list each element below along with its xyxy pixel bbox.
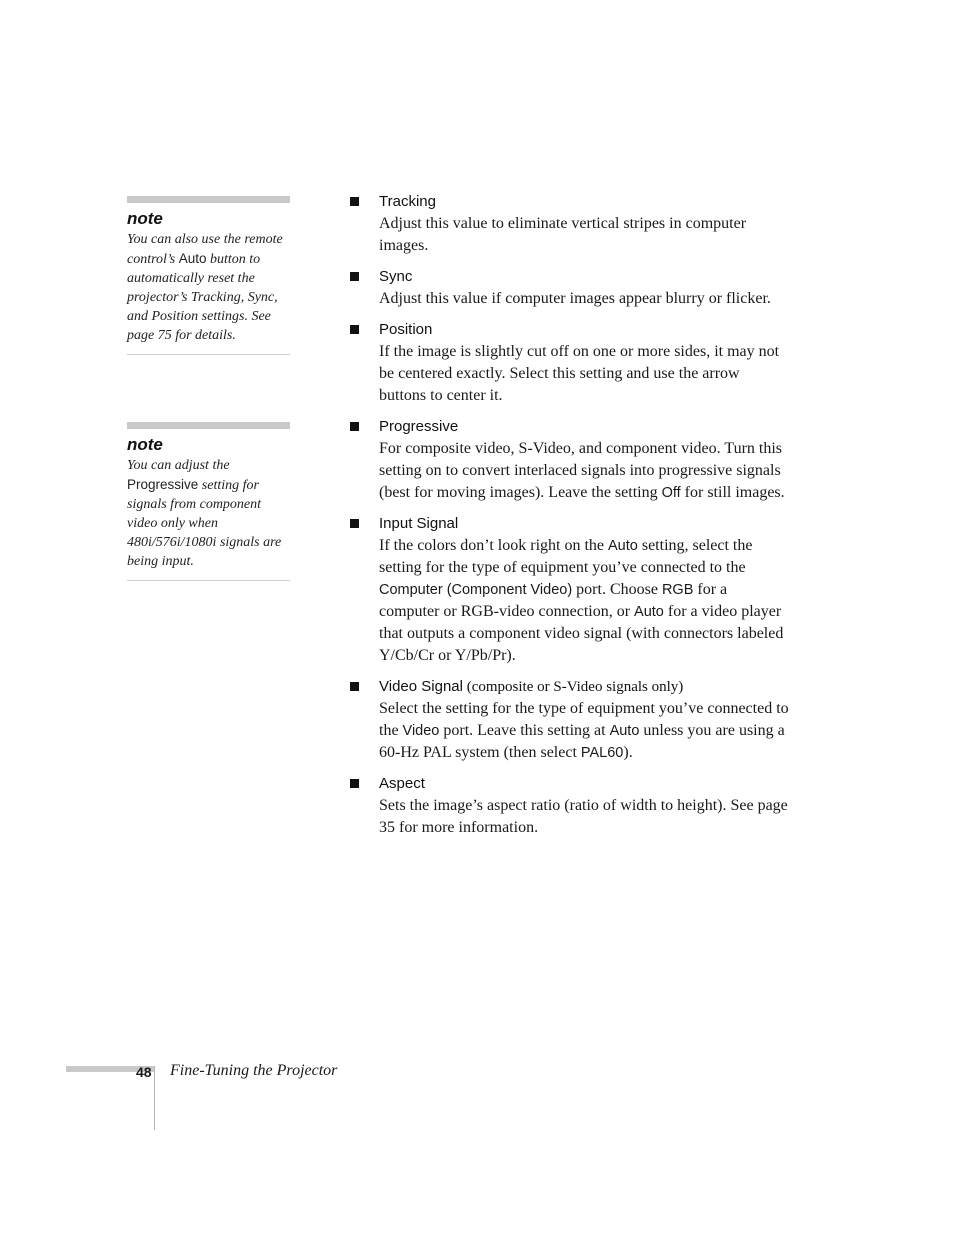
- text-run: for still images.: [680, 484, 785, 501]
- ui-term: Auto: [609, 723, 640, 739]
- square-bullet-icon: [350, 272, 359, 281]
- list-item-tracking: [349, 191, 789, 257]
- item-description: [379, 438, 789, 504]
- item-heading: [379, 513, 789, 535]
- text-run: ).: [623, 744, 633, 761]
- text-run: Adjust this value if computer images appear blurry or flicker.: [379, 290, 771, 307]
- ui-term: Video Signal: [379, 678, 463, 695]
- ui-term: Auto: [178, 251, 207, 266]
- note-body: [127, 230, 290, 345]
- square-bullet-icon: [350, 682, 359, 691]
- text-run: If the image is slightly cut off on one or more sides, it may not be centered exactly. Select this setting and use the arrow buttons to center it.: [379, 343, 780, 404]
- ui-term: Sync: [379, 268, 413, 285]
- list-item-sync: [349, 266, 789, 310]
- ui-term: Aspect: [379, 775, 425, 792]
- ui-term: Auto: [608, 538, 638, 554]
- square-bullet-icon: [350, 422, 359, 431]
- text-run: setting for signals from component video only when 480i/576i/1080i signals are being input.: [127, 478, 282, 569]
- ui-term: Progressive: [379, 418, 459, 435]
- note-bar: [127, 422, 290, 429]
- note-divider: [127, 354, 290, 355]
- item-description: [379, 341, 789, 407]
- item-heading: [379, 191, 789, 213]
- list-item-input-signal: [349, 513, 789, 667]
- item-description: [379, 535, 789, 667]
- footer-divider: [154, 1066, 155, 1130]
- ui-term: Video: [402, 723, 440, 739]
- square-bullet-icon: [350, 779, 359, 788]
- item-heading: [379, 319, 789, 341]
- text-run: Select the setting for the type of equipment you’ve connected to the: [379, 700, 789, 739]
- text-run: You can adjust the: [127, 458, 230, 473]
- text-run: setting, select the setting for the type of equipment you’ve connected to the: [379, 537, 753, 576]
- item-heading: [379, 773, 789, 795]
- square-bullet-icon: [350, 519, 359, 528]
- item-description: [379, 698, 789, 764]
- list-item-aspect: [349, 773, 789, 839]
- ui-term: Input Signal: [379, 515, 459, 532]
- text-run: button to automatically reset the projector’s Tracking, Sync, and Position settings. See page 75 for details.: [127, 252, 278, 343]
- ui-term: Progressive: [127, 477, 199, 492]
- text-run: Adjust this value to eliminate vertical stripes in computer images.: [379, 215, 747, 254]
- side-note-2: [127, 422, 290, 581]
- item-heading: [379, 676, 789, 698]
- ui-term: Auto: [634, 604, 664, 620]
- text-run: for a computer or RGB-video connection, or: [379, 581, 728, 620]
- list-item-progressive: [349, 416, 789, 504]
- page-number: 48: [136, 1064, 152, 1080]
- item-heading: [379, 416, 789, 438]
- ui-term: Computer (Component Video): [379, 582, 573, 598]
- text-run: Sets the image’s aspect ratio (ratio of width to height). See page 35 for more information.: [379, 797, 788, 836]
- text-run: For composite video, S-Video, and component video. Turn this setting on to convert interlaced signals into progressive signals (best for moving images). Leave the setting: [379, 440, 783, 501]
- ui-term: Off: [661, 485, 681, 501]
- side-note-1: [127, 196, 290, 355]
- item-description: [379, 795, 789, 839]
- ui-term: PAL60: [580, 745, 624, 761]
- text-run: port. Leave this setting at: [439, 722, 610, 739]
- note-title: note: [127, 209, 163, 228]
- square-bullet-icon: [350, 325, 359, 334]
- ui-term: RGB: [661, 582, 694, 598]
- list-item-position: [349, 319, 789, 407]
- text-run: (composite or S-Video signals only): [462, 679, 684, 695]
- item-description: [379, 288, 789, 310]
- item-description: [379, 213, 789, 257]
- text-run: for a video player that outputs a component video signal (with connectors labeled Y/Cb/Cr or Y/Pb/Pr).: [379, 603, 784, 664]
- text-run: unless you are using a 60-Hz PAL system (then select: [379, 722, 785, 761]
- text-run: If the colors don’t look right on the: [379, 537, 608, 554]
- list-item-video-signal: [349, 676, 789, 764]
- settings-list: [349, 191, 789, 848]
- text-run: port. Choose: [572, 581, 662, 598]
- note-bar: [127, 196, 290, 203]
- note-body: [127, 456, 290, 571]
- note-title: note: [127, 435, 163, 454]
- text-run: You can also use the remote control’s: [127, 232, 283, 267]
- chapter-title: Fine-Tuning the Projector: [170, 1062, 338, 1079]
- ui-term: Tracking: [379, 193, 436, 210]
- item-heading: [379, 266, 789, 288]
- ui-term: Position: [379, 321, 433, 338]
- square-bullet-icon: [350, 197, 359, 206]
- note-divider: [127, 580, 290, 581]
